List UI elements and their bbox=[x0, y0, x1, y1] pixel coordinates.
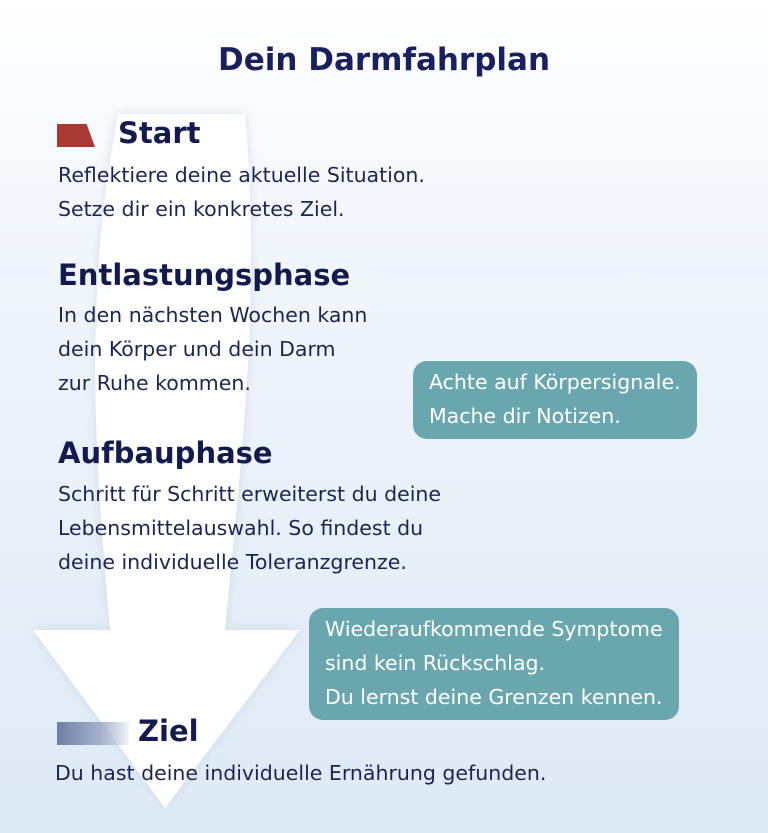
stage-ziel-heading: Ziel bbox=[138, 714, 199, 748]
stage-aufbau-line: Lebensmittelauswahl. So findest du bbox=[58, 516, 424, 540]
note-line: Achte auf Körpersignale. bbox=[429, 370, 681, 394]
stage-entlastung-text bbox=[58, 298, 367, 400]
stage-aufbau-heading: Aufbauphase bbox=[58, 436, 273, 470]
stage-start-line: Reflektiere deine aktuelle Situation. bbox=[58, 163, 425, 187]
note-line: Wiederaufkommende Symptome bbox=[325, 617, 663, 641]
note-line: sind kein Rückschlag. bbox=[325, 651, 546, 675]
stage-start-heading: Start bbox=[118, 116, 201, 150]
stage-entlastung-line: In den nächsten Wochen kann bbox=[58, 303, 368, 327]
stage-entlastung-line: dein Körper und dein Darm bbox=[58, 337, 336, 361]
note-line: Mache dir Notizen. bbox=[429, 404, 621, 428]
stage-aufbau-line: deine individuelle Toleranzgrenze. bbox=[58, 550, 407, 574]
note-symptome bbox=[309, 608, 679, 720]
note-line: Du lernst deine Grenzen kennen. bbox=[325, 685, 663, 709]
stage-aufbau-text bbox=[58, 477, 441, 579]
stage-aufbau-line: Schritt für Schritt erweiterst du deine bbox=[58, 482, 442, 506]
page-title: Dein Darmfahrplan bbox=[217, 42, 551, 78]
stage-ziel-text bbox=[55, 756, 546, 790]
stage-entlastung-line: zur Ruhe kommen. bbox=[58, 371, 251, 395]
stage-ziel-line: Du hast deine individuelle Ernährung gefunden. bbox=[55, 761, 547, 785]
stage-start-line: Setze dir ein konkretes Ziel. bbox=[58, 197, 345, 221]
stage-entlastung-heading: Entlastungsphase bbox=[58, 258, 351, 292]
stage-start-text bbox=[58, 158, 425, 226]
note-koerpersignale bbox=[413, 361, 697, 439]
ziel-marker bbox=[57, 722, 129, 745]
